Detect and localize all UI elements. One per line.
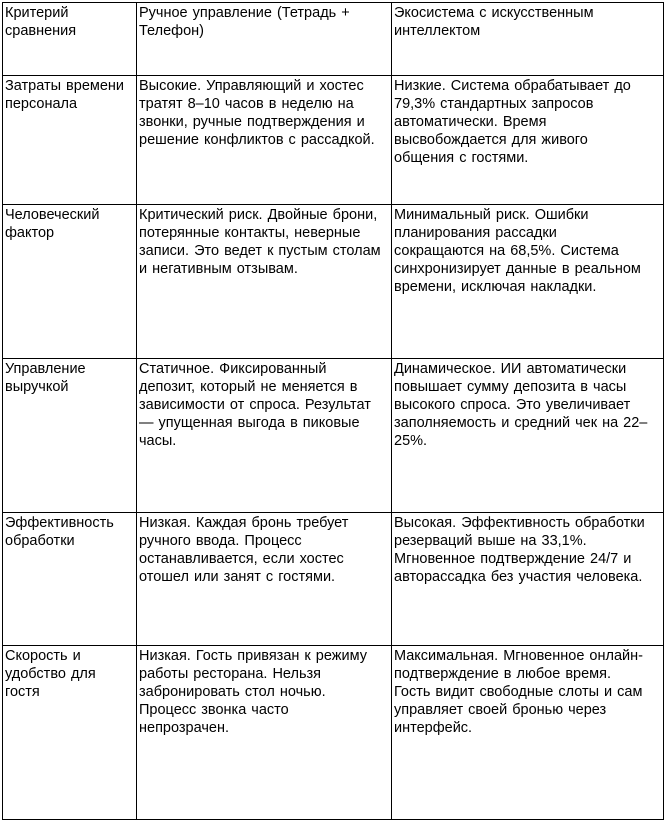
row-ai: Динамическое. ИИ автоматически повышает сумму депозита в часы высокого спроса. Это увеличивает заполняемость и средний чек на 22– 25%.: [392, 359, 664, 513]
row-criterion: Затраты времени персонала: [3, 76, 137, 205]
table-row: [3, 359, 664, 513]
row-criterion: Человеческий фактор: [3, 205, 137, 359]
table-row: [3, 76, 664, 205]
row-manual: Критический риск. Двойные брони, потерянные контакты, неверные записи. Это ведет к пустым столам и негативным отзывам.: [137, 205, 392, 359]
header-ai: Экосистема с искусственным интеллектом: [392, 3, 664, 76]
row-manual: Высокие. Управляющий и хостес тратят 8–10 часов в неделю на звонки, ручные подтверждения и решение конфликтов с рассадкой.: [137, 76, 392, 205]
row-ai: Максимальная. Мгновенное онлайн- подтверждение в любое время. Гость видит свободные слоты и сам управляет своей бронью через интерфейс.: [392, 646, 664, 820]
row-criterion: Скорость и удобство для гостя: [3, 646, 137, 820]
row-criterion: Управление выручкой: [3, 359, 137, 513]
table-row: [3, 513, 664, 646]
row-manual: Статичное. Фиксированный депозит, который не меняется в зависимости от спроса. Результат — упущенная выгода в пиковые часы.: [137, 359, 392, 513]
row-ai: Низкие. Система обрабатывает до 79,3% стандартных запросов автоматически. Время высвобождается для живого общения с гостями.: [392, 76, 664, 205]
table-header-row: [3, 3, 664, 76]
row-ai: Минимальный риск. Ошибки планирования рассадки сокращаются на 68,5%. Система синхронизирует данные в реальном времени, исключая накладки.: [392, 205, 664, 359]
row-manual: Низкая. Гость привязан к режиму работы ресторана. Нельзя забронировать стол ночью. Процесс звонка часто непрозрачен.: [137, 646, 392, 820]
row-criterion: Эффективность обработки: [3, 513, 137, 646]
comparison-table: [2, 2, 664, 820]
header-manual: Ручное управление (Тетрадь + Телефон): [137, 3, 392, 76]
table-row: [3, 646, 664, 820]
header-criterion: Критерий сравнения: [3, 3, 137, 76]
row-ai: Высокая. Эффективность обработки резерваций выше на 33,1%. Мгновенное подтверждение 24/7 и авторассадка без участия человека.: [392, 513, 664, 646]
row-manual: Низкая. Каждая бронь требует ручного ввода. Процесс останавливается, если хостес отошел или занят с гостями.: [137, 513, 392, 646]
table-row: [3, 205, 664, 359]
